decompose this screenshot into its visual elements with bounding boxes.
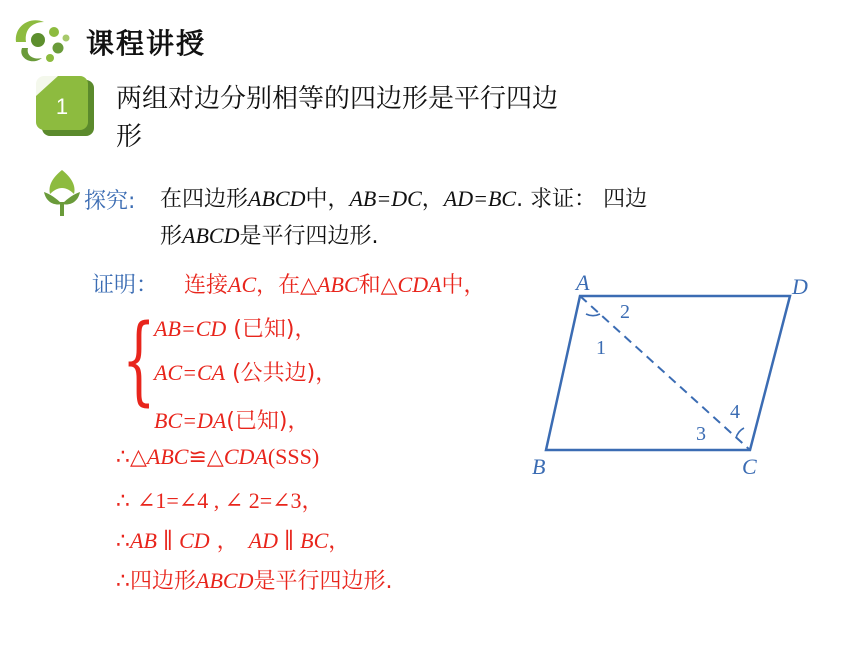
vertex-label-d: D [792,274,808,299]
proof-step-4 [116,564,392,595]
problem-text: 形 [160,224,183,249]
left-brace: { [122,304,156,416]
problem-math: AB=DC [349,186,422,211]
problem-text: 是平行四边形. [239,224,379,249]
proof-math: BC [300,528,329,553]
proof-math: AC [228,272,257,297]
parallel-symbol: ∥ [162,528,174,553]
problem-text: 在四边形 [160,187,249,212]
angle-label-3: 3 [696,423,706,445]
therefore-symbol: ∴ [116,529,130,554]
diagonal-ac [580,296,750,450]
proof-math: AD [248,528,278,553]
proof-line-0 [184,268,486,299]
proof-text: (SSS) [267,444,320,469]
proof-math: ABC [317,272,359,297]
proof-text: 和△ [358,273,398,298]
angle-arc-c [736,428,744,438]
proof-text: (公共边)， [225,361,338,386]
vertex-label-c: C [742,454,757,479]
parallel-symbol: ∥ [283,528,295,553]
proof-text: 是平行四边形. [253,569,393,594]
explore-label: 探究: [84,189,136,214]
proof-math: AB [130,528,157,553]
proof-text: ， [209,529,239,554]
proof-step-1 [116,444,319,470]
proof-text: △ [130,445,147,470]
therefore-symbol: ∴ [116,569,130,594]
proof-condition-1 [154,312,316,343]
proof-math: ABC [146,444,189,469]
proof-math: ABCD [196,568,254,593]
proof-text: ， [328,529,351,554]
proof-text: 四边形 [130,569,197,594]
problem-math: ABCD [182,223,240,248]
angle-label-4: 4 [730,401,740,423]
proof-text: ，在△ [256,273,318,298]
proof-text: ∠1=∠4 , ∠ 2=∠3， [137,488,324,513]
section-number: 1 [55,94,69,119]
proof-text: 中， [441,273,486,298]
proof-math: CD [179,528,210,553]
therefore-symbol: ∴ [116,489,137,514]
angle-arc-a [586,314,600,316]
proof-condition-3 [154,404,309,435]
proof-math: CDA [397,272,442,297]
vertex-label-a: A [576,270,590,295]
parallelogram-shape [546,296,790,450]
leaf-icon [40,168,84,218]
problem-statement [160,181,800,255]
proof-math: CDA [223,444,268,469]
swirl-logo-icon [8,12,78,68]
problem-math: ABCD [248,186,306,211]
proof-text: (已知)， [226,317,317,342]
problem-text: . 求证： 四边 [516,187,648,212]
problem-text: 中， [305,187,350,212]
proof-text: 连接 [184,273,229,298]
proof-text: ≌△ [188,445,224,470]
proof-label: 证明： [92,273,159,298]
proof-math: BC=DA [154,408,227,433]
proof-condition-2 [154,356,337,387]
proof-math: AB=CD [154,316,227,341]
therefore-symbol: ∴ [116,445,130,470]
section-title: 两组对边分别相等的四边形是平行四边形 [116,84,559,152]
angle-label-2: 2 [620,301,630,323]
proof-text: (已知)， [226,409,310,434]
proof-step-3 [116,524,350,555]
section-number-badge-icon [34,74,96,138]
header-title: 课程讲授 [86,27,207,60]
problem-math: AD=BC [443,186,517,211]
angle-label-1: 1 [596,337,606,359]
proof-step-2 [116,484,324,515]
problem-text: ， [421,187,444,212]
vertex-label-b: B [532,454,546,479]
proof-math: AC=CA [154,360,226,385]
parallelogram-figure [520,268,840,488]
